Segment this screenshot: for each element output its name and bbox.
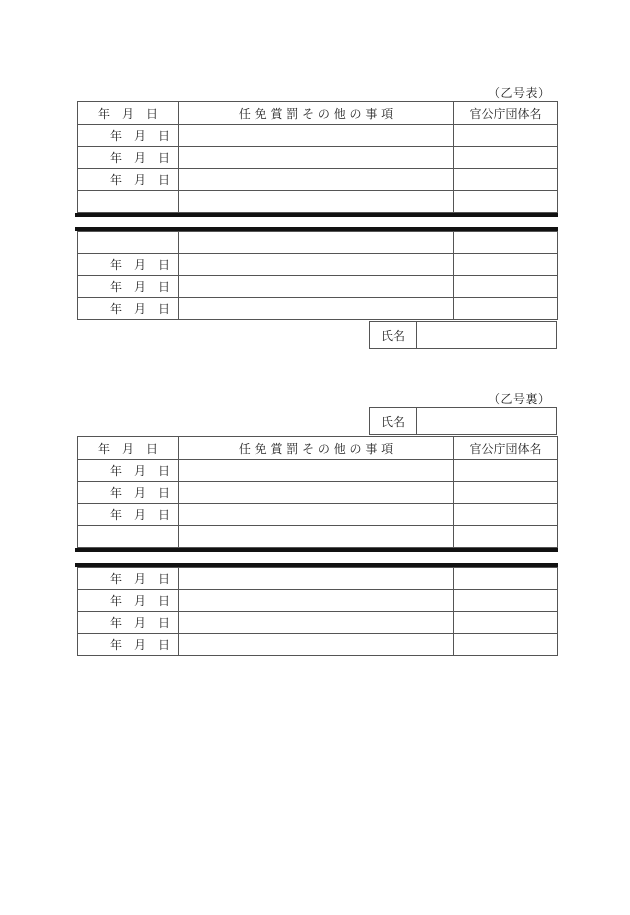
name-field[interactable] — [417, 408, 556, 434]
org-cell[interactable] — [454, 482, 558, 504]
date-cell[interactable]: 年 月 日 — [78, 125, 179, 147]
matter-cell[interactable] — [179, 504, 454, 526]
date-column-header: 年 月 日 — [78, 102, 179, 125]
matter-cell[interactable] — [179, 298, 454, 320]
back-form-label: （乙号裏） — [488, 392, 551, 406]
table-row — [78, 232, 558, 254]
back-name-box — [369, 407, 557, 435]
name-field[interactable] — [417, 322, 556, 348]
table-row — [78, 526, 558, 548]
date-cell[interactable]: 年 月 日 — [78, 612, 179, 634]
table-row — [78, 460, 558, 482]
matter-column-header: 任 免 賞 罰 そ の 他 の 事 項 — [179, 102, 454, 125]
table-row — [78, 298, 558, 320]
org-cell[interactable] — [454, 612, 558, 634]
front-name-box — [369, 321, 557, 349]
date-cell[interactable]: 年 月 日 — [78, 254, 179, 276]
matter-cell[interactable] — [179, 568, 454, 590]
matter-cell[interactable] — [179, 147, 454, 169]
matter-column-header: 任 免 賞 罰 そ の 他 の 事 項 — [179, 437, 454, 460]
front-upper-table — [77, 101, 558, 213]
org-cell[interactable] — [454, 504, 558, 526]
date-cell[interactable]: 年 月 日 — [78, 298, 179, 320]
table-row — [78, 590, 558, 612]
front-form-label: （乙号表） — [488, 86, 551, 100]
date-cell[interactable]: 年 月 日 — [78, 634, 179, 656]
table-row — [78, 147, 558, 169]
matter-cell[interactable] — [179, 254, 454, 276]
matter-cell[interactable] — [179, 460, 454, 482]
table-row — [78, 482, 558, 504]
date-cell[interactable]: 年 月 日 — [78, 460, 179, 482]
matter-cell[interactable] — [179, 482, 454, 504]
date-cell[interactable] — [78, 232, 179, 254]
org-cell[interactable] — [454, 191, 558, 213]
matter-cell[interactable] — [179, 276, 454, 298]
date-cell[interactable] — [78, 191, 179, 213]
date-cell[interactable]: 年 月 日 — [78, 169, 179, 191]
org-cell[interactable] — [454, 460, 558, 482]
org-cell[interactable] — [454, 526, 558, 548]
org-column-header: 官公庁団体名 — [454, 437, 558, 460]
matter-cell[interactable] — [179, 169, 454, 191]
section-divider — [75, 213, 558, 217]
date-cell[interactable] — [78, 526, 179, 548]
table-header-row — [78, 437, 558, 460]
date-cell[interactable]: 年 月 日 — [78, 504, 179, 526]
org-cell[interactable] — [454, 232, 558, 254]
org-cell[interactable] — [454, 634, 558, 656]
date-cell[interactable]: 年 月 日 — [78, 568, 179, 590]
org-cell[interactable] — [454, 276, 558, 298]
table-row — [78, 276, 558, 298]
table-row — [78, 504, 558, 526]
org-cell[interactable] — [454, 125, 558, 147]
section-divider — [75, 548, 558, 552]
date-cell[interactable]: 年 月 日 — [78, 276, 179, 298]
back-lower-table — [77, 567, 558, 656]
table-row — [78, 254, 558, 276]
org-cell[interactable] — [454, 590, 558, 612]
name-label: 氏名 — [370, 322, 417, 348]
org-cell[interactable] — [454, 298, 558, 320]
matter-cell[interactable] — [179, 526, 454, 548]
table-row — [78, 568, 558, 590]
matter-cell[interactable] — [179, 232, 454, 254]
org-cell[interactable] — [454, 254, 558, 276]
name-label: 氏名 — [370, 408, 417, 434]
matter-cell[interactable] — [179, 125, 454, 147]
matter-cell[interactable] — [179, 191, 454, 213]
matter-cell[interactable] — [179, 612, 454, 634]
date-cell[interactable]: 年 月 日 — [78, 147, 179, 169]
table-row — [78, 191, 558, 213]
org-cell[interactable] — [454, 169, 558, 191]
org-cell[interactable] — [454, 568, 558, 590]
table-row — [78, 634, 558, 656]
table-row — [78, 125, 558, 147]
org-cell[interactable] — [454, 147, 558, 169]
table-row — [78, 612, 558, 634]
table-header-row — [78, 102, 558, 125]
date-cell[interactable]: 年 月 日 — [78, 482, 179, 504]
back-upper-table — [77, 436, 558, 548]
matter-cell[interactable] — [179, 634, 454, 656]
org-column-header: 官公庁団体名 — [454, 102, 558, 125]
front-lower-table — [77, 231, 558, 320]
date-column-header: 年 月 日 — [78, 437, 179, 460]
matter-cell[interactable] — [179, 590, 454, 612]
table-row — [78, 169, 558, 191]
date-cell[interactable]: 年 月 日 — [78, 590, 179, 612]
